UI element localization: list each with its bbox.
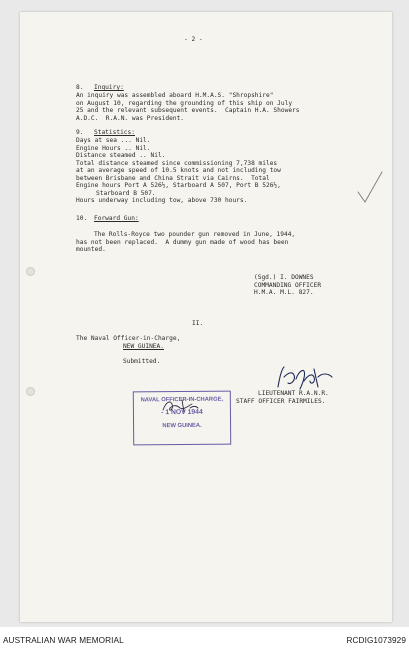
section-9-line: Engine hours Port A 526½, Starboard A 507, Port B 526½,: [76, 182, 281, 189]
section-9-title: Statistics:: [94, 129, 135, 136]
document-page: [20, 12, 392, 622]
section-8-title: Inquiry:: [94, 84, 124, 91]
footer-record-id: RCDIG1073929: [346, 636, 406, 645]
section-8-line: An inquiry was assembled aboard H.M.A.S. "Shropshire": [76, 92, 274, 99]
section-9-number: 9.: [76, 129, 84, 136]
section-9-line: Hours underway including tow, above 730 hours.: [76, 197, 248, 204]
section-9-line: Distance steamed .. Nil.: [76, 152, 166, 159]
section-10-line: The Rolls-Royce two pounder gun removed in June, 1944,: [94, 231, 296, 238]
section-9-line: Days at sea ... Nil.: [76, 137, 151, 144]
section-9-line: at an average speed of 10.5 knots and not including tow: [76, 167, 281, 174]
endorsement-location: NEW GUINEA.: [123, 343, 164, 350]
section-10-line: has not been replaced. A dummy gun made of wood has been: [76, 238, 289, 246]
section-10-title: Forward Gun:: [94, 215, 139, 222]
signature-line: COMMANDING OFFICER: [254, 281, 322, 289]
section-9-line: Starboard B 507.: [96, 189, 156, 197]
section-8-line: A.D.C. R.A.N. was President.: [76, 114, 185, 122]
signature-line: (Sgd.) I. DOWNES: [254, 274, 314, 281]
staff-signature-rank: LIEUTENANT R.A.N.R.: [258, 390, 329, 397]
section-10-line: mounted.: [76, 246, 106, 253]
stamp-initials-scribble: [160, 396, 200, 416]
stamp-location: NEW GUINEA.: [162, 422, 202, 430]
section-9-line: Total distance steamed since commissioning 7,738 miles: [76, 159, 278, 167]
punch-hole: [26, 267, 35, 276]
footer-archive-name: AUSTRALIAN WAR MEMORIAL: [3, 636, 124, 645]
stamp-date: - 1 NOV 1944: [161, 408, 203, 417]
endorsement-addressee: The Naval Officer-in-Charge,: [76, 335, 181, 342]
endorsement-submitted: Submitted.: [123, 358, 161, 365]
section-8-line: on August 10, regarding the grounding of this ship on July: [76, 99, 293, 107]
section-8-line: 25 and the relevant subsequent events. Captain H.A. Showers: [76, 107, 300, 114]
check-mark-icon: [356, 170, 384, 206]
section-9-line: between Brisbane and China Strait via Cairns. Total: [76, 174, 270, 182]
stamp-office: NAVAL OFFICER-IN-CHARGE,: [140, 396, 224, 404]
section-8-number: 8.: [76, 84, 84, 91]
staff-signature-title: STAFF OFFICER FAIRMILES.: [236, 397, 326, 405]
punch-hole: [26, 387, 35, 396]
endorsement-numeral: II.: [192, 320, 204, 327]
section-10-number: 10.: [76, 215, 88, 222]
handwritten-signature: [274, 363, 336, 393]
page-number: - 2 -: [184, 36, 203, 43]
signature-line: H.M.A. M.L. 827.: [254, 289, 314, 296]
section-9-line: Engine Hours .. Nil.: [76, 144, 151, 152]
